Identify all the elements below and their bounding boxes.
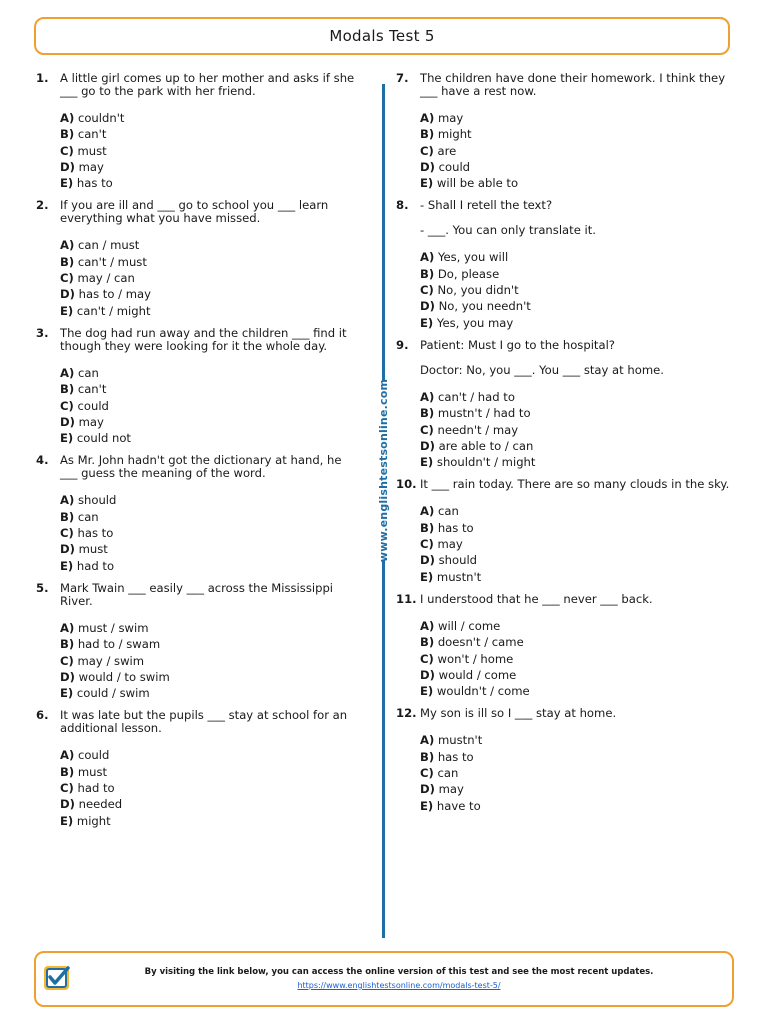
question-item [396,199,734,332]
option-letter: B) [420,127,435,142]
page-title: Modals Test 5 [329,27,435,45]
answer-option[interactable] [420,751,734,767]
option-letter: E) [60,303,74,318]
option-letter: D) [420,438,435,453]
question-item [396,707,734,815]
option-text: can / must [77,238,140,253]
answer-option[interactable] [420,424,734,440]
option-letter: A) [60,748,75,763]
option-text: must [78,542,108,557]
question-text: Mark Twain ___ easily ___ across the Mississippi River. [60,580,337,608]
question-number: 4. [36,453,49,468]
question-text: The children have done their homework. I think they ___ have a rest now. [420,71,729,98]
title-box [34,17,730,55]
option-letter: E) [420,569,434,584]
option-letter: A) [420,389,435,404]
answer-option[interactable] [420,177,734,193]
option-letter: D) [420,299,435,314]
answer-option[interactable] [420,440,734,456]
answer-option[interactable] [60,383,356,399]
option-letter: C) [420,537,434,552]
option-letter: A) [420,250,435,265]
option-text: may [437,111,464,125]
option-letter: C) [60,143,74,158]
answer-option[interactable] [420,620,734,636]
answer-options [60,622,356,703]
option-text: has to [437,749,474,764]
option-text: will be able to [436,176,519,191]
option-text: No, you didn't [437,283,519,298]
option-text: needed [78,797,123,812]
answer-option[interactable] [60,687,356,703]
option-text: could [438,159,471,174]
question-number: 5. [36,580,49,595]
answer-option[interactable] [60,400,356,416]
option-letter: B) [60,127,75,142]
answer-option[interactable] [60,766,356,782]
answer-option[interactable] [60,128,356,144]
question-text: It ___ rain today. There are so many clouds in the sky. [420,477,730,492]
question-text: As Mr. John hadn't got the dictionary at hand, he ___ guess the meaning of the word. [60,453,346,481]
answer-option[interactable] [60,256,356,272]
question-body [420,339,734,472]
answer-option[interactable] [60,272,356,288]
question-text-secondary: Doctor: No, you ___. You ___ stay at home. [420,362,664,377]
question-body [420,478,734,586]
option-letter: C) [60,398,74,413]
question-text: If you are ill and ___ go to school you ___ learn everything what you have missed. [60,198,332,226]
option-letter: B) [60,764,75,779]
option-text: would / come [438,667,517,682]
option-letter: A) [60,493,75,508]
option-letter: B) [60,382,75,397]
option-letter: B) [420,520,435,535]
option-letter: A) [420,504,435,519]
option-text: has to [437,520,474,535]
option-letter: A) [420,618,435,633]
question-text: It was late but the pupils ___ stay at school for an additional lesson. [60,708,351,736]
option-letter: A) [60,111,75,125]
option-text: can't / had to [437,389,515,404]
option-letter: E) [60,176,74,191]
answer-option[interactable] [60,432,356,448]
option-text: may / swim [77,653,145,668]
option-letter: D) [60,669,75,684]
question-number: 6. [36,708,49,723]
option-text: needn't / may [437,422,519,437]
option-letter: C) [420,143,434,158]
answer-option[interactable] [60,145,356,161]
question-number: 12. [396,706,417,721]
question-item [396,72,734,193]
option-text: can [437,504,459,519]
answer-option[interactable] [420,251,734,267]
answer-options [60,749,356,830]
option-text: can't / must [77,254,147,269]
answer-options [420,112,734,193]
option-text: Yes, you may [436,315,514,330]
option-text: may [437,537,463,552]
answer-option[interactable] [60,543,356,559]
option-letter: B) [420,635,435,650]
answer-option[interactable] [420,112,734,128]
question-body [420,199,734,332]
option-letter: D) [60,287,75,302]
question-item [36,582,356,703]
option-text: Yes, you will [437,250,509,265]
answer-option[interactable] [420,800,734,816]
question-number: 2. [36,198,49,213]
option-letter: A) [420,111,435,125]
option-letter: C) [420,422,434,437]
answer-option[interactable] [420,161,734,177]
question-number: 9. [396,337,409,352]
question-text: - Shall I retell the text? [420,198,553,213]
option-letter: A) [60,365,75,380]
option-text: can [437,766,459,781]
answer-option[interactable] [60,239,356,255]
answer-option[interactable] [420,300,734,316]
answer-option[interactable] [60,798,356,814]
answer-option[interactable] [420,268,734,284]
answer-option[interactable] [60,560,356,576]
question-text: A little girl comes up to her mother and asks if she ___ go to the park with her friend. [60,71,358,98]
watermark-text: www.englishtestsonline.com [377,378,391,562]
question-number: 3. [36,325,49,340]
footer-link[interactable]: https://www.englishtestsonline.com/modals-test-5/ [297,981,501,990]
option-letter: E) [420,176,434,191]
answer-option[interactable] [420,554,734,570]
answer-option[interactable] [420,284,734,300]
option-text: might [76,813,111,828]
question-body [60,72,356,193]
answer-option[interactable] [60,527,356,543]
option-letter: C) [60,271,74,286]
option-letter: D) [60,542,75,557]
answer-option[interactable] [420,685,734,701]
answer-option[interactable] [60,671,356,687]
answer-option[interactable] [420,734,734,750]
question-text: My son is ill so I ___ stay at home. [420,706,617,721]
answer-options [420,391,734,472]
option-letter: B) [420,406,435,421]
option-letter: E) [60,686,74,701]
option-text: must [77,764,108,779]
option-text: can't / might [76,303,151,318]
answer-option[interactable] [420,571,734,587]
answer-option[interactable] [60,305,356,321]
answer-option[interactable] [60,511,356,527]
question-item [36,454,356,575]
option-letter: D) [420,667,435,682]
answer-option[interactable] [420,783,734,799]
question-number: 7. [396,71,409,85]
answer-option[interactable] [420,767,734,783]
option-letter: D) [60,159,75,174]
option-text: had to [77,781,115,796]
answer-option[interactable] [60,112,356,128]
answer-options [420,251,734,332]
watermark [376,380,392,560]
question-text-secondary: - ___. You can only translate it. [420,223,596,238]
question-item [36,72,356,193]
option-letter: C) [60,653,74,668]
question-item [396,339,734,472]
option-text: may [438,782,464,797]
option-text: must [77,143,107,158]
option-letter: E) [420,455,434,470]
question-body [420,72,734,193]
option-text: can't [77,382,107,397]
option-text: couldn't [77,111,125,125]
answer-option[interactable] [420,522,734,538]
answer-option[interactable] [60,622,356,638]
option-text: won't / home [437,651,514,666]
footer-box [34,951,734,1007]
option-text: are able to / can [438,438,534,453]
option-text: doesn't / came [437,635,524,650]
question-text: The dog had run away and the children ___ find it though they were looking for it the whole day. [60,325,351,353]
option-letter: B) [60,637,75,652]
option-text: are [437,143,457,158]
option-text: has to [77,526,114,541]
option-letter: B) [60,509,75,524]
option-letter: E) [60,813,74,828]
option-letter: C) [420,766,434,781]
option-letter: B) [60,254,75,269]
option-letter: E) [60,558,74,573]
question-number: 8. [396,198,409,213]
option-letter: B) [420,266,435,281]
option-text: would / to swim [78,669,170,684]
answer-option[interactable] [60,655,356,671]
question-body [60,454,356,575]
option-text: could [77,748,110,763]
option-text: could not [76,431,131,446]
answer-option[interactable] [420,317,734,333]
answer-option[interactable] [60,815,356,831]
answer-option[interactable] [60,288,356,304]
question-body [60,709,356,830]
option-text: should [438,553,478,568]
answer-option[interactable] [420,145,734,161]
option-text: may [78,159,104,174]
answer-option[interactable] [420,538,734,554]
answer-options [420,734,734,815]
answer-option[interactable] [60,782,356,798]
answer-options [420,505,734,586]
option-letter: E) [420,315,434,330]
option-letter: D) [420,553,435,568]
question-body [420,707,734,815]
question-item [396,478,734,586]
option-text: can [77,509,99,524]
option-letter: C) [60,526,74,541]
answer-option[interactable] [60,177,356,193]
answer-option[interactable] [420,456,734,472]
answer-option[interactable] [60,416,356,432]
option-text: may / can [77,271,135,286]
footer-text: By visiting the link below, you can access the online version of this test and see the most recent updates. [144,967,654,977]
option-text: mustn't [436,569,482,584]
option-text: has to [76,176,113,191]
option-text: Do, please [437,266,500,281]
option-text: must / swim [77,620,149,635]
option-letter: D) [60,797,75,812]
question-number: 10. [396,477,417,492]
answer-option[interactable] [60,161,356,177]
checkbox-check-icon [42,963,72,993]
option-text: mustn't [437,733,483,748]
question-number: 1. [36,71,49,85]
answer-options [60,112,356,193]
questions-left-column [36,72,356,837]
option-letter: D) [420,782,435,797]
option-text: No, you needn't [438,299,531,314]
question-number: 11. [396,591,417,606]
answer-option[interactable] [60,638,356,654]
answer-option[interactable] [420,669,734,685]
question-item [36,709,356,830]
answer-option[interactable] [420,407,734,423]
answer-option[interactable] [420,653,734,669]
answer-option[interactable] [60,367,356,383]
answer-options [420,620,734,701]
option-text: has to / may [78,287,151,302]
option-text: had to [76,558,115,573]
question-body [60,582,356,703]
answer-options [60,367,356,448]
answer-options [60,239,356,320]
option-text: have to [436,798,481,813]
option-letter: D) [420,159,435,174]
option-letter: B) [420,749,435,764]
option-text: should [77,493,117,508]
question-body [420,593,734,701]
option-text: will / come [437,618,501,633]
option-letter: C) [420,651,434,666]
option-letter: A) [60,238,75,253]
answer-options [60,494,356,575]
question-item [396,593,734,701]
question-body [60,327,356,448]
option-text: mustn't / had to [437,406,531,421]
option-letter: C) [60,781,74,796]
option-text: may [78,414,104,429]
option-text: shouldn't / might [436,455,536,470]
option-text: could / swim [76,686,150,701]
option-letter: C) [420,283,434,298]
answer-option[interactable] [420,505,734,521]
answer-option[interactable] [60,494,356,510]
question-body [60,199,356,320]
question-text: I understood that he ___ never ___ back. [420,591,653,606]
option-letter: E) [420,798,434,813]
option-text: can [77,365,99,380]
question-item [36,199,356,320]
option-text: can't [77,127,107,142]
option-text: had to / swam [77,637,161,652]
option-text: could [77,398,109,413]
option-letter: E) [420,684,434,699]
question-text: Patient: Must I go to the hospital? [420,337,615,352]
option-letter: E) [60,431,74,446]
answer-option[interactable] [420,636,734,652]
option-letter: D) [60,414,75,429]
option-letter: A) [420,733,435,748]
answer-option[interactable] [420,391,734,407]
option-text: wouldn't / come [436,684,530,699]
question-item [36,327,356,448]
option-letter: A) [60,620,75,635]
option-text: might [437,127,472,142]
answer-option[interactable] [420,128,734,144]
questions-right-column [396,72,734,822]
answer-option[interactable] [60,749,356,765]
